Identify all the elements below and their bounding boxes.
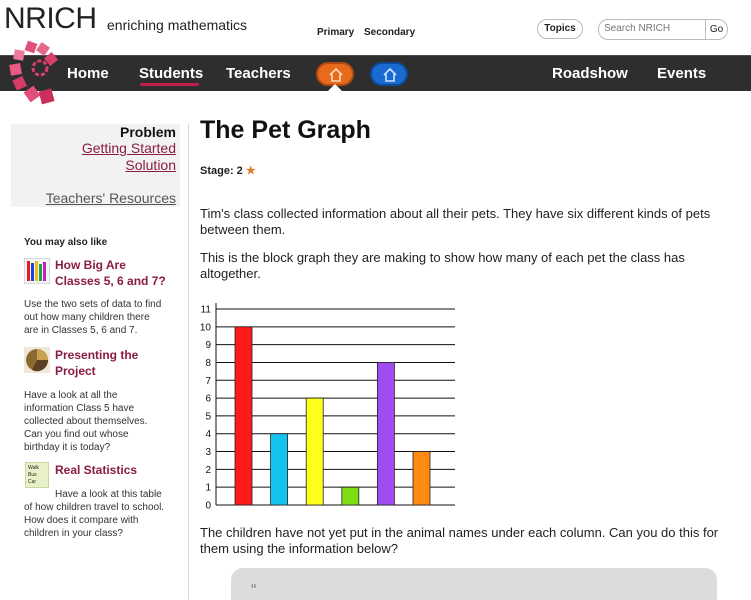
related-title-2-line1[interactable]: Presenting the [55, 348, 139, 362]
stage-label [200, 164, 256, 177]
topics-button[interactable]: Topics [537, 19, 583, 39]
task-paragraph-line: them using the information below? [200, 541, 399, 556]
nav-events[interactable]: Events [657, 65, 707, 82]
y-tick-label: 6 [205, 393, 211, 405]
task-paragraph-line: The children have not yet put in the animal names under each column. Can you do this for [200, 525, 719, 540]
y-tick-label: 11 [200, 304, 211, 316]
getting-started-link[interactable]: Getting Started [81, 140, 176, 156]
search-go-button[interactable]: Go [706, 19, 728, 40]
primary-home-button[interactable] [316, 62, 354, 86]
nav-teachers[interactable]: Teachers [226, 65, 291, 82]
related-desc-3: Have a look at this table [55, 489, 162, 500]
star-icon: ★ [245, 165, 256, 177]
secondary-label[interactable]: Secondary [364, 27, 416, 38]
solution-link[interactable]: Solution [125, 157, 176, 173]
real-statistics-thumbnail-icon[interactable] [25, 462, 49, 488]
related-desc-2: collected about themselves. [24, 416, 148, 427]
related-title-2-line2[interactable]: Project [55, 364, 96, 378]
nav-active-indicator [140, 83, 199, 86]
pet-block-graph [198, 300, 468, 512]
y-tick-label: 0 [205, 500, 211, 512]
related-title-1-line2[interactable]: Classes 5, 6 and 7? [55, 274, 166, 288]
page-title: The Pet Graph [200, 116, 371, 144]
intro-paragraph-line: Tim's class collected information about all their pets. They have six different kinds of pets [200, 206, 711, 221]
teachers-resources-link[interactable]: Teachers' Resources [45, 190, 176, 206]
thumb-text: Bus [28, 472, 37, 478]
nrich-logo-text[interactable]: NRICH [4, 2, 97, 35]
related-desc-3: of how children travel to school. [24, 502, 165, 513]
presenting-thumbnail-icon[interactable] [24, 347, 50, 373]
related-desc-2: information Class 5 have [24, 403, 135, 414]
related-desc-1: are in Classes 5, 6 and 7. [24, 325, 138, 336]
y-tick-label: 8 [205, 357, 211, 369]
home-icon [328, 67, 344, 83]
related-desc-2: Have a look at all the [24, 390, 118, 401]
bar-5 [377, 362, 394, 505]
quote-box [231, 568, 717, 600]
intro-paragraph-line: between them. [200, 222, 286, 237]
main-navbar [0, 55, 751, 91]
thumb-text: Car [28, 479, 37, 485]
bar-3 [306, 398, 323, 505]
nav-roadshow[interactable]: Roadshow [552, 65, 628, 82]
related-desc-1: out how many children there [24, 312, 150, 323]
related-desc-2: birthday it is today? [24, 442, 111, 453]
active-section-pointer [328, 84, 342, 91]
y-tick-label: 9 [205, 340, 211, 352]
problem-nav-panel [11, 124, 180, 207]
tagline: enriching mathematics [107, 17, 248, 33]
sidebar-divider [188, 124, 189, 600]
search-input[interactable]: Search NRICH [598, 19, 706, 40]
y-tick-label: 4 [205, 429, 211, 441]
graph-paragraph-line: This is the block graph they are making to show how many of each pet the class has [200, 250, 685, 265]
primary-label[interactable]: Primary [317, 27, 355, 38]
home-icon [382, 67, 398, 83]
related-desc-3: How does it compare with [24, 515, 139, 526]
nrich-logo-icon[interactable] [6, 38, 62, 112]
also-like-heading: You may also like [24, 237, 108, 248]
bar-4 [342, 487, 359, 505]
thumb-text: Walk [28, 465, 39, 471]
classes-thumbnail-icon[interactable] [24, 258, 50, 284]
related-title-1-line1[interactable]: How Big Are [55, 258, 126, 272]
related-desc-2: Can you find out whose [24, 429, 129, 440]
y-tick-label: 10 [199, 322, 211, 334]
y-tick-label: 1 [205, 482, 211, 494]
nav-students[interactable]: Students [139, 65, 204, 82]
related-title-3[interactable]: Real Statistics [55, 463, 138, 477]
y-tick-label: 2 [205, 464, 211, 476]
bar-6 [413, 452, 430, 505]
secondary-home-button[interactable] [370, 62, 408, 86]
nav-home[interactable]: Home [67, 65, 109, 82]
stage-text: Stage: 2 [200, 165, 243, 177]
related-desc-3: children in your class? [24, 528, 123, 539]
y-tick-label: 7 [205, 375, 211, 387]
bar-1 [235, 327, 252, 505]
bar-2 [271, 434, 288, 505]
quote-mark: “ [251, 582, 257, 599]
y-tick-label: 5 [205, 411, 211, 423]
related-desc-1: Use the two sets of data to find [24, 299, 162, 310]
problem-tab: Problem [119, 124, 176, 140]
graph-paragraph-line: altogether. [200, 266, 261, 281]
y-tick-label: 3 [205, 447, 211, 459]
